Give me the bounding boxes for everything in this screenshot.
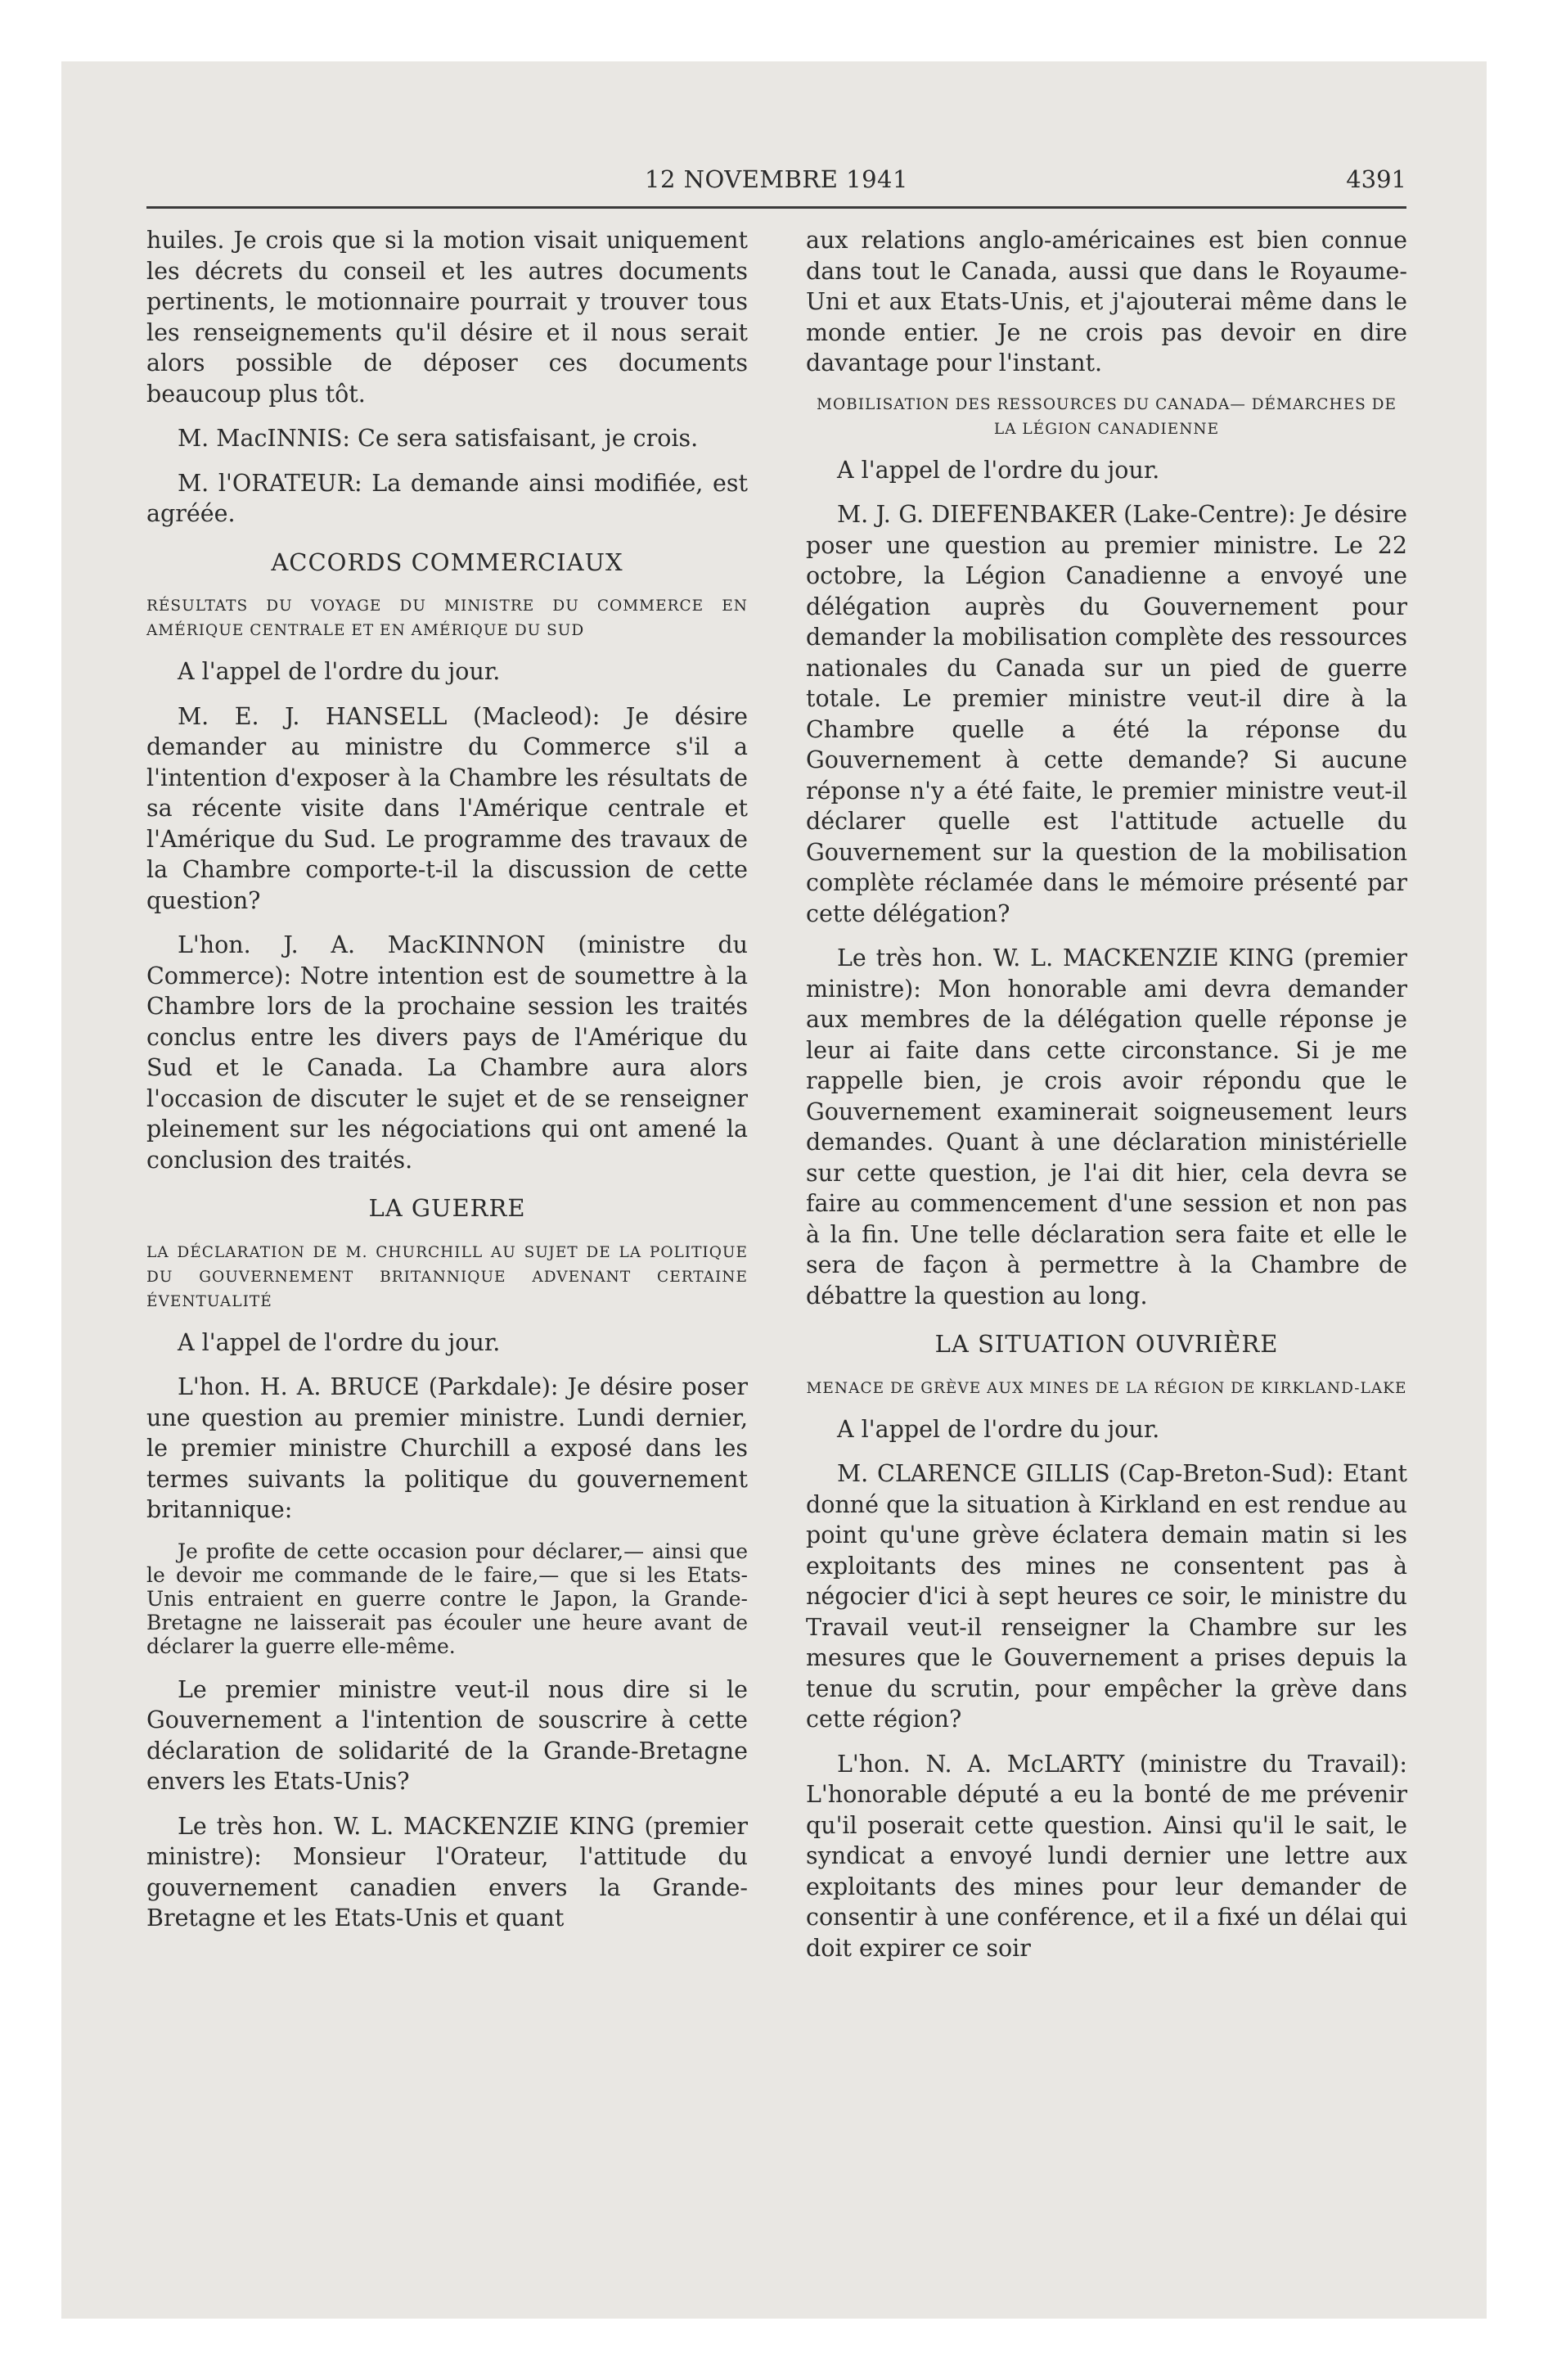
scanned-page-background xyxy=(61,61,1487,2319)
subheading: LA DÉCLARATION DE M. CHURCHILL AU SUJET DE LA POLITIQUE DU GOUVERNEMENT BRITANNIQUE ADVENANT CERTAINE ÉVENTUALITÉ xyxy=(146,1243,748,1310)
header-rule xyxy=(146,206,1406,209)
right-column xyxy=(806,225,1407,1977)
hansard-page xyxy=(146,157,1406,2301)
paragraph: A l'appel de l'ordre du jour. xyxy=(178,658,501,685)
paragraph: M. l'ORATEUR: La demande ainsi modifiée, est agréée. xyxy=(146,469,748,527)
paragraph: L'hon. N. A. McLARTY (ministre du Travail): L'honorable député a eu la bonté de me prévenir qu'il poserait cette question. Ainsi qu'il le sait, le syndicat a envoyé lundi dernier une lettre aux exploitants des mines pour leur demander de consentir à une conférence, et il a fixé un délai qui doit expirer ce soir xyxy=(806,1750,1407,1962)
page-date-title: 12 NOVEMBRE 1941 xyxy=(645,165,908,193)
subheading: MENACE DE GRÈVE AUX MINES DE LA RÉGION DE KIRKLAND-LAKE xyxy=(806,1379,1407,1397)
section-heading: LA GUERRE xyxy=(368,1194,526,1222)
section-heading: ACCORDS COMMERCIAUX xyxy=(271,548,623,576)
paragraph: L'hon. H. A. BRUCE (Parkdale): Je désire poser une question au premier ministre. Lundi dernier, le premier ministre Churchill a exposé dans les termes suivants la politique du gouvernement britannique: xyxy=(146,1373,748,1523)
paragraph: A l'appel de l'ordre du jour. xyxy=(837,456,1160,484)
page-number: 4391 xyxy=(1346,165,1406,193)
page-header xyxy=(146,157,1406,206)
paragraph: M. CLARENCE GILLIS (Cap-Breton-Sud): Etant donné que la situation à Kirkland en est rendue au point qu'une grève éclatera demain matin si les exploitants des mines ne consentent pas à négocier d'ici à sept heures ce soir, le ministre du Travail veut-il renseigner la Chambre sur les mesures que le Gouvernement a prises depuis la tenue du scrutin, pour empêcher la grève dans cette région? xyxy=(806,1460,1407,1733)
left-column xyxy=(146,225,748,1948)
subheading: MOBILISATION DES RESSOURCES DU CANADA— DÉMARCHES DE LA LÉGION CANADIENNE xyxy=(817,395,1397,438)
paragraph: huiles. Je crois que si la motion visait uniquement les décrets du conseil et les autres documents pertinents, le motionnaire pourrait y trouver tous les renseignements qu'il désire et il nous serait alors possible de déposer ces documents beaucoup plus tôt. xyxy=(146,227,748,408)
paragraph: M. E. J. HANSELL (Macleod): Je désire demander au ministre du Commerce s'il a l'intention d'exposer à la Chambre les résultats de sa récente visite dans l'Amérique centrale et l'Amérique du Sud. Le programme des travaux de la Chambre comporte-t-il la discussion de cette question? xyxy=(146,702,748,914)
paragraph: A l'appel de l'ordre du jour. xyxy=(837,1415,1160,1443)
subheading: RÉSULTATS DU VOYAGE DU MINISTRE DU COMMERCE EN AMÉRIQUE CENTRALE ET EN AMÉRIQUE DU SUD xyxy=(146,597,748,639)
paragraph: Le très hon. W. L. MACKENZIE KING (premier ministre): Mon honorable ami devra demander aux membres de la délégation quelle réponse je leur ai faite dans cette circonstance. Si je me rappelle bien, je crois avoir répondu que le Gouvernement examinerait soigneusement leurs demandes. Quant à une déclaration ministérielle sur cette question, je l'ai dit hier, cela devra se faire au commencement d'une session et non pas à la fin. Une telle déclaration sera faite et elle le sera de façon à permettre à la Chambre de débattre la question au long. xyxy=(806,944,1407,1309)
paragraph: aux relations anglo-américaines est bien connue dans tout le Canada, aussi que dans le Royaume-Uni et aux Etats-Unis, et j'ajouterai même dans le monde entier. Je ne crois pas devoir en dire davantage pour l'instant. xyxy=(806,227,1407,376)
paragraph: A l'appel de l'ordre du jour. xyxy=(178,1328,501,1356)
paragraph: M. MacINNIS: Ce sera satisfaisant, je crois. xyxy=(178,425,699,452)
paragraph: M. J. G. DIEFENBAKER (Lake-Centre): Je désire poser une question au premier ministre. Le 22 octobre, la Légion Canadienne a envoyé une délégation auprès du Gouvernement pour demander la mobilisation complète des ressources nationales du Canada sur un pied de guerre totale. Le premier ministre veut-il dire à la Chambre quelle a été la réponse du Gouvernement à cette demande? Si aucune réponse n'y a été faite, le premier ministre veut-il déclarer quelle est l'attitude actuelle du Gouvernement sur la question de la mobilisation complète réclamée dans le mémoire présenté par cette délégation? xyxy=(806,501,1407,927)
paragraph: Le premier ministre veut-il nous dire si le Gouvernement a l'intention de souscrire à cette déclaration de solidarité de la Grande-Bretagne envers les Etats-Unis? xyxy=(146,1675,748,1795)
section-heading: LA SITUATION OUVRIÈRE xyxy=(934,1330,1279,1358)
paragraph: Le très hon. W. L. MACKENZIE KING (premier ministre): Monsieur l'Orateur, l'attitude du gouvernement canadien envers la Grande-Bretagne et les Etats-Unis et quant xyxy=(146,1812,748,1931)
paragraph: L'hon. J. A. MacKINNON (ministre du Commerce): Notre intention est de soumettre à la Chambre lors de la prochaine session les traités conclus entre les divers pays de l'Amérique du Sud et le Canada. La Chambre aura alors l'occasion de discuter le sujet et de se renseigner pleinement sur les négociations qui ont amené la conclusion des traités. xyxy=(146,931,748,1174)
quotation: Je profite de cette occasion pour déclarer,— ainsi que le devoir me commande de le faire,— que si les Etats-Unis entraient en guerre contre le Japon, la Grande-Bretagne ne laisserait pas écouler une heure avant de déclarer la guerre elle-même. xyxy=(146,1539,748,1658)
